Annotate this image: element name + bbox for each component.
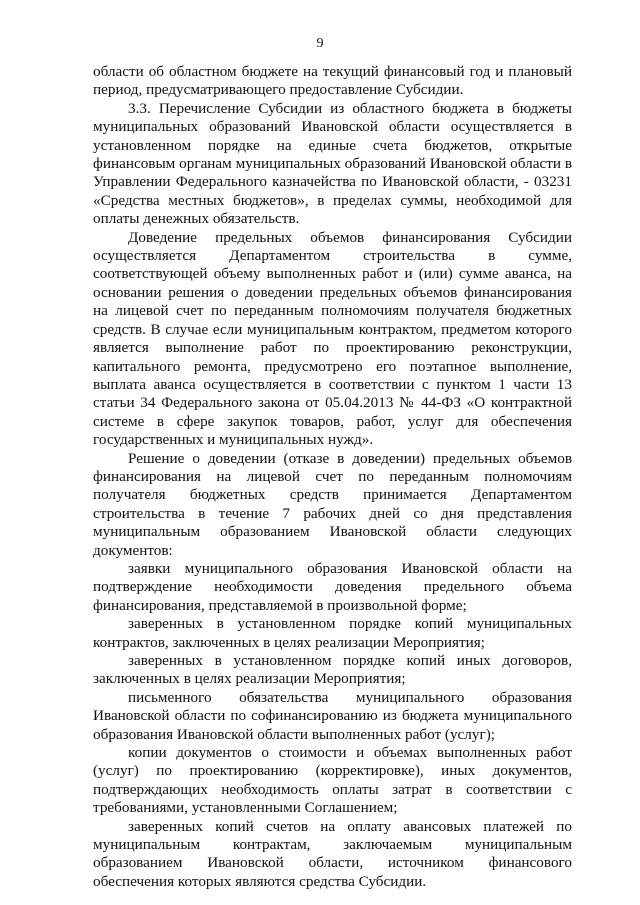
document-list-item: заверенных в установленном порядке копий иных договоров, заключенных в целях реализации Мероприятия; (93, 652, 572, 688)
paragraph-decision: Решение о доведении (отказе в доведении) предельных объемов финансирования на лицевой счет по переданным полномочиям получателя бюджетных средств принимается Департаментом строительства в течение 7 рабочих дней со дня представления муниципальным образованием Ивановской области следующих документов: (93, 449, 572, 559)
document-list-item: заявки муниципального образования Ивановской области на подтверждение необходимости доведения предельного объема финансирования, представляемой в произвольной форме; (93, 559, 572, 614)
document-list-item: письменного обязательства муниципального образования Ивановской области по софинансированию из бюджета муниципального образования Ивановской области выполненных работ (услуг); (93, 688, 572, 743)
document-list-item: заверенных копий счетов на оплату авансовых платежей по муниципальным контрактам, заключаемым муниципальным образованием Ивановской области, источником финансового обеспечения которых являются средства Субсидии. (93, 817, 572, 890)
document-list-item: копии документов о стоимости и объемах выполненных работ (услуг) по проектированию (корректировке), иных документов, подтверждающих необходимость оплаты затрат в соответствии с требованиями, установленными Соглашением; (93, 744, 572, 817)
paragraph-continuation: области об областном бюджете на текущий финансовый год и плановый период, предусматривающего предоставление Субсидии. (93, 63, 572, 99)
page-number: 9 (316, 36, 324, 51)
paragraph-3-3: 3.3. Перечисление Субсидии из областного бюджета в бюджеты муниципальных образований Ивановской области осуществляется в установленном порядке на единые счета бюджетов, открытые финансовым органам муниципальных образований Ивановской области в Управлении Федерального казначейства по Ивановской области, - 03231 «Средства местных бюджетов», в пределах суммы, необходимой для оплаты денежных обязательств. (93, 99, 572, 228)
document-list-item: заверенных в установленном порядке копий муниципальных контрактов, заключенных в целях реализации Мероприятия; (93, 615, 572, 651)
paragraph-funding-limits: Доведение предельных объемов финансирования Субсидии осуществляется Департаментом строительства в сумме, соответствующей объему выполненных работ и (или) сумме аванса, на основании решения о доведении предельных объемов финансирования на лицевой счет по переданным полномочиям получателя бюджетных средств. В случае если муниципальным контрактом, предметом которого является выполнение работ по проектированию реконструкции, капитального ремонта, предусмотрено его поэтапное выполнение, выплата аванса осуществляется в соответствии с пунктом 1 части 13 статьи 34 Федерального закона от 05.04.2013 № 44-ФЗ «О контрактной системе в сфере закупок товаров, работ, услуг для обеспечения государственных и муниципальных нужд». (93, 228, 572, 449)
document-body (93, 63, 572, 891)
